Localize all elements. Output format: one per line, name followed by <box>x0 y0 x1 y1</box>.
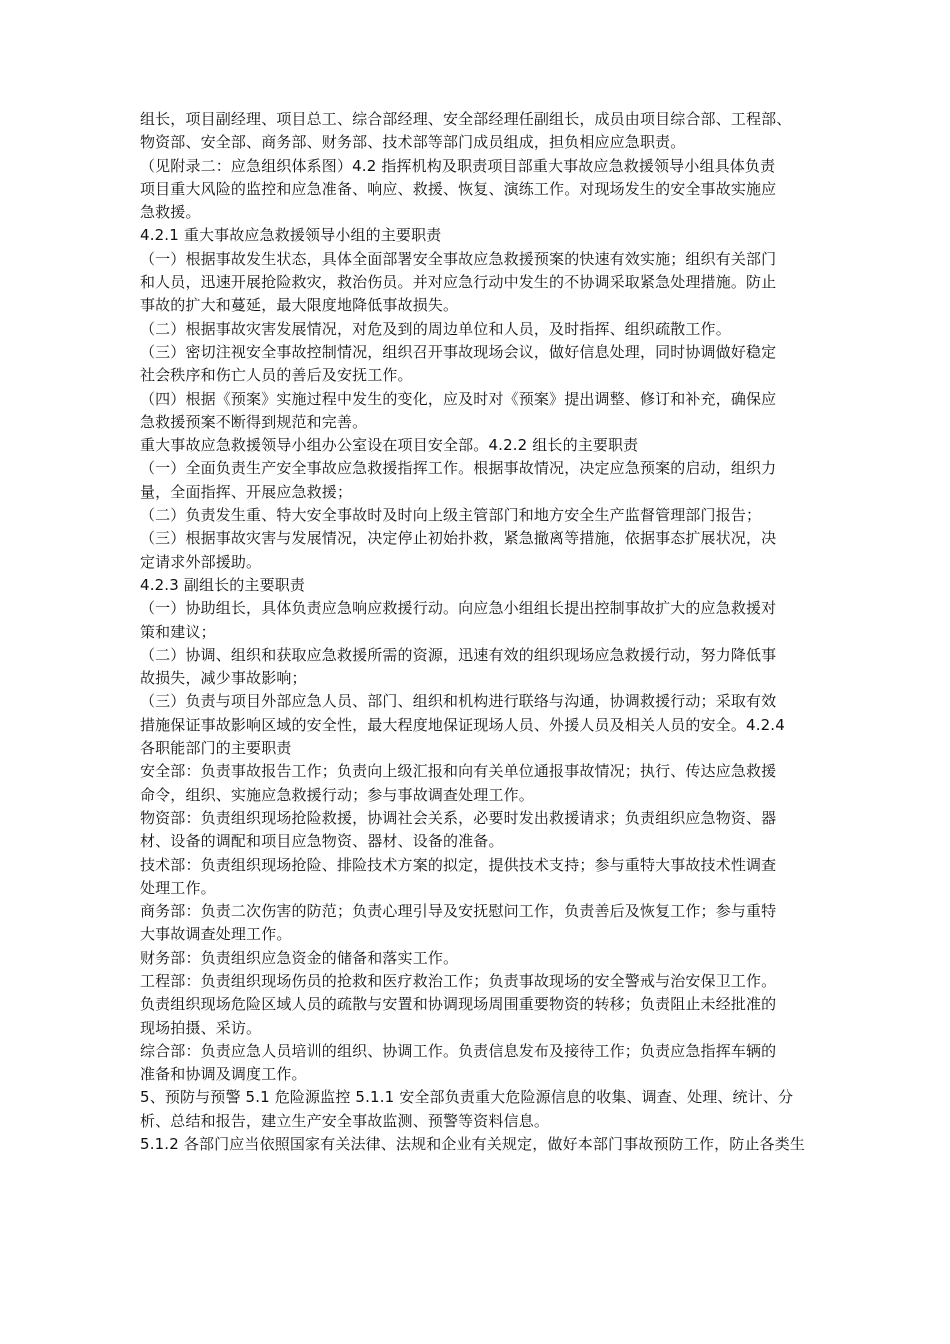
text-line: （三）根据事故灾害与发展情况，决定停止初始扑救，紧急撤离等措施，依据事态扩展状况，决 <box>140 529 777 548</box>
text-line: 重大事故应急救援领导小组办公室设在项目安全部。4.2.2 组长的主要职责 <box>140 436 639 455</box>
document-body <box>140 108 830 1156</box>
section-heading: 4.2.3 副组长的主要职责 <box>140 575 306 594</box>
text-line: 现场拍摄、采访。 <box>140 1018 262 1037</box>
text-line: 综合部：负责应急人员培训的组织、协调工作。负责信息发布及接待工作；负责应急指挥车辆的 <box>140 1041 777 1060</box>
text-line: （二）根据事故灾害发展情况，对危及到的周边单位和人员，及时指挥、组织疏散工作。 <box>140 319 731 338</box>
text-line: 社会秩序和伤亡人员的善后及安抚工作。 <box>140 366 413 385</box>
text-line: （二）协调、组织和获取应急救援所需的资源，迅速有效的组织现场应急救援行动，努力降低事 <box>140 645 777 664</box>
text-line: 负责组织现场危险区域人员的疏散与安置和协调现场周围重要物资的转移；负责阻止未经批准的 <box>140 995 777 1014</box>
text-line: （四）根据《预案》实施过程中发生的变化，应及时对《预案》提出调整、修订和补充，确保应 <box>140 389 777 408</box>
text-line: （三）负责与项目外部应急人员、部门、组织和机构进行联络与沟通，协调救援行动；采取有效 <box>140 692 777 711</box>
text-line: 工程部：负责组织现场伤员的抢救和医疗救治工作；负责事故现场的安全警戒与治安保卫工作。 <box>140 971 777 990</box>
text-line: 命令，组织、实施应急救援行动；参与事故调查处理工作。 <box>140 785 534 804</box>
text-line: 故损失，减少事故影响； <box>140 669 307 688</box>
text-line: 各职能部门的主要职责 <box>140 739 292 758</box>
text-line: 物资部：负责组织现场抢险救援，协调社会关系，必要时发出救援请求；负责组织应急物资、器 <box>140 808 777 827</box>
text-line: 技术部：负责组织现场抢险、排险技术方案的拟定，提供技术支持；参与重特大事故技术性调查 <box>140 855 777 874</box>
text-line: 事故的扩大和蔓延，最大限度地降低事故损失。 <box>140 296 459 315</box>
text-line: （二）负责发生重、特大安全事故时及时向上级主管部门和地方安全生产监督管理部门报告； <box>140 506 762 525</box>
text-line: （一）全面负责生产安全事故应急救援指挥工作。根据事故情况，决定应急预案的启动，组织力 <box>140 459 777 478</box>
text-line: 策和建议； <box>140 622 216 641</box>
text-line: 急救援。 <box>140 203 201 222</box>
text-line: （一）根据事故发生状态，具体全面部署安全事故应急救援预案的快速有效实施；组织有关部门 <box>140 249 777 268</box>
text-line: 商务部：负责二次伤害的防范；负责心理引导及安抚慰问工作，负责善后及恢复工作；参与重特 <box>140 902 777 921</box>
text-line: 项目重大风险的监控和应急准备、响应、救援、恢复、演练工作。对现场发生的安全事故实施应 <box>140 179 777 198</box>
text-line: 和人员，迅速开展抢险救灾，救治伤员。并对应急行动中发生的不协调采取紧急处理措施。防止 <box>140 273 777 292</box>
text-line: 措施保证事故影响区域的安全性，最大程度地保证现场人员、外援人员及相关人员的安全。4.2.4 <box>140 715 785 734</box>
section-heading: 4.2.1 重大事故应急救援领导小组的主要职责 <box>140 226 442 245</box>
text-line: 准备和协调及调度工作。 <box>140 1065 307 1084</box>
text-line: 处理工作。 <box>140 878 216 897</box>
text-line: （三）密切注视安全事故控制情况，组织召开事故现场会议，做好信息处理，同时协调做好稳定 <box>140 342 777 361</box>
text-line: 5.1.2 各部门应当依照国家有关法律、法规和企业有关规定，做好本部门事故预防工作，防止各类生 <box>140 1135 805 1154</box>
text-line: 组长，项目副经理、项目总工、综合部经理、安全部经理任副组长，成员由项目综合部、工程部、 <box>140 110 792 128</box>
text-line: 财务部：负责组织应急资金的储备和落实工作。 <box>140 948 459 967</box>
text-line: （一）协助组长，具体负责应急响应救援行动。向应急小组组长提出控制事故扩大的应急救援对 <box>140 599 777 618</box>
text-line: 大事故调查处理工作。 <box>140 925 292 944</box>
text-line: 急救援预案不断得到规范和完善。 <box>140 412 368 431</box>
text-line: （见附录二：应急组织体系图）4.2 指挥机构及职责项目部重大事故应急救援领导小组具体负责 <box>140 156 776 175</box>
text-line: 物资部、安全部、商务部、财务部、技术部等部门成员组成，担负相应应急职责。 <box>140 133 686 152</box>
text-line: 量，全面指挥、开展应急救援； <box>140 482 353 501</box>
text-line: 5、预防与预警 5.1 危险源监控 5.1.1 安全部负责重大危险源信息的收集、调查、处理、统计、分 <box>140 1088 794 1107</box>
text-line: 安全部：负责事故报告工作；负责向上级汇报和向有关单位通报事故情况；执行、传达应急救援 <box>140 762 777 781</box>
text-line: 定请求外部援助。 <box>140 552 262 571</box>
text-line: 材、设备的调配和项目应急物资、器材、设备的准备。 <box>140 832 504 851</box>
text-line: 析、总结和报告，建立生产安全事故监测、预警等资料信息。 <box>140 1111 550 1130</box>
